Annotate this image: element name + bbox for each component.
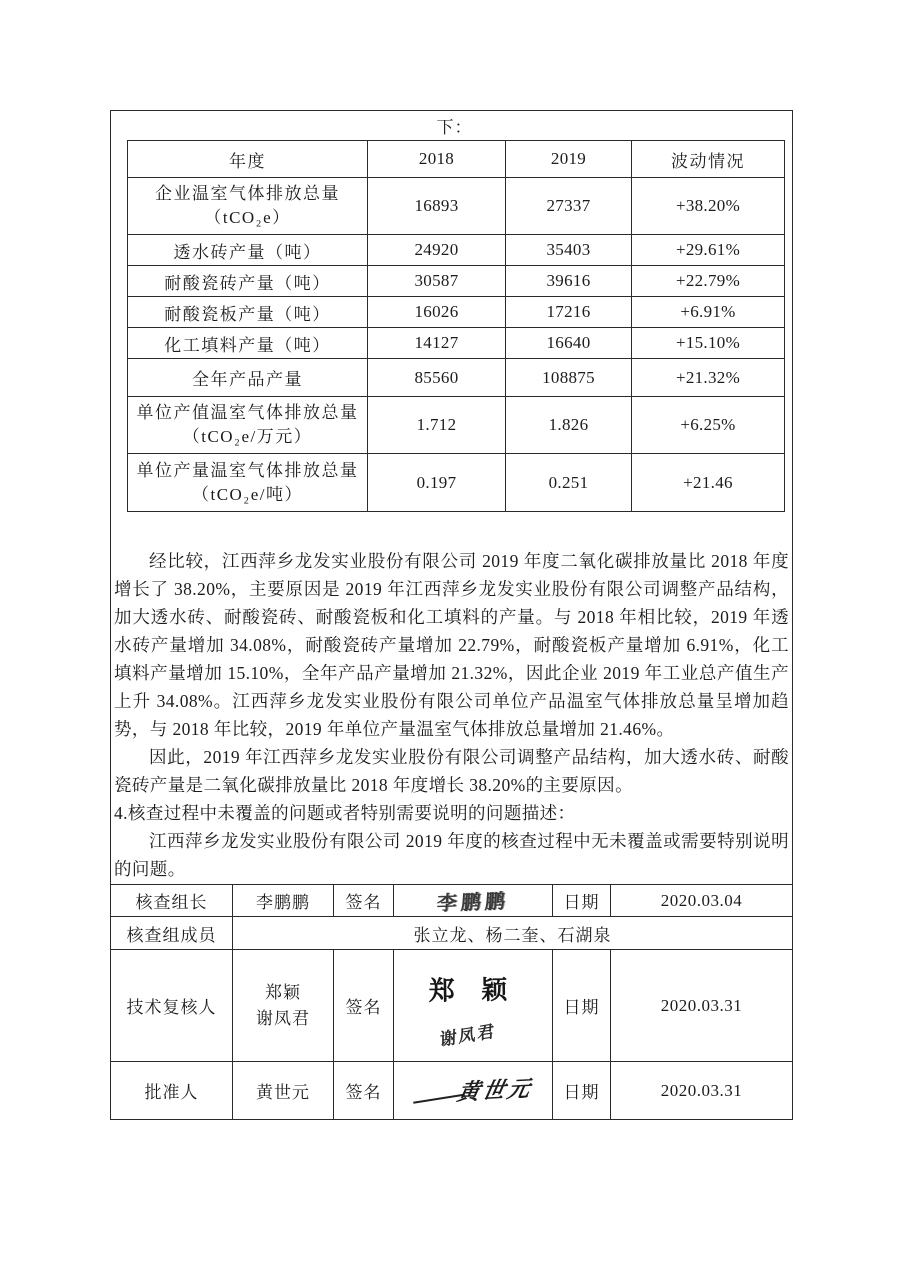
- table-row: [128, 235, 785, 266]
- header-2018: 2018: [368, 141, 506, 178]
- leader-signature-cell: [394, 885, 553, 917]
- row-label: 透水砖产量（吨）: [128, 235, 368, 266]
- table-row: [128, 297, 785, 328]
- value-2018: 30587: [368, 266, 506, 297]
- header-year: 年度: [128, 141, 368, 178]
- reviewer-names: 郑颖 谢凤君: [233, 950, 334, 1062]
- signoff-row-members: [111, 917, 793, 950]
- row-label: 全年产品产量: [128, 359, 368, 397]
- row-label: 耐酸瓷板产量（吨）: [128, 297, 368, 328]
- value-2019: 108875: [506, 359, 632, 397]
- value-2018: 16026: [368, 297, 506, 328]
- reviewer-sign-label: 签名: [334, 950, 394, 1062]
- table-header-row: [128, 141, 785, 178]
- value-2019: 17216: [506, 297, 632, 328]
- value-2019: 39616: [506, 266, 632, 297]
- leader-role-label: 核查组长: [111, 885, 233, 917]
- leader-name: 李鹏鹏: [233, 885, 334, 917]
- value-2018: 1.712: [368, 397, 506, 454]
- reviewer-signature-1: 郑 颖: [428, 974, 518, 1006]
- leader-date-label: 日期: [553, 885, 611, 917]
- table-row: [128, 454, 785, 512]
- table-row: [128, 266, 785, 297]
- approver-date: 2020.03.31: [611, 1062, 793, 1120]
- section4-paragraph: 江西萍乡龙发实业股份有限公司 2019 年度的核查过程中无未覆盖或需要特别说明的问题。: [114, 831, 790, 879]
- analysis-content-cell: [111, 111, 793, 885]
- value-change: +15.10%: [632, 328, 785, 359]
- value-change: +29.61%: [632, 235, 785, 266]
- reviewer-date: 2020.03.31: [611, 950, 793, 1062]
- approver-sign-label: 签名: [334, 1062, 394, 1120]
- members-names: 张立龙、杨二奎、石湖泉: [233, 917, 793, 950]
- reviewer-signature-2: 谢凤君: [439, 1020, 497, 1050]
- value-change: +22.79%: [632, 266, 785, 297]
- row-label: 单位产量温室气体排放总量 （tCO₂e/吨）: [128, 454, 368, 512]
- table-row: [128, 328, 785, 359]
- analysis-text: [114, 547, 789, 883]
- leader-sign-label: 签名: [334, 885, 394, 917]
- value-2018: 85560: [368, 359, 506, 397]
- value-2018: 16893: [368, 178, 506, 235]
- members-role-label: 核查组成员: [111, 917, 233, 950]
- value-2018: 0.197: [368, 454, 506, 512]
- emission-comparison-table: [127, 140, 785, 512]
- table-row: [128, 359, 785, 397]
- header-2019: 2019: [506, 141, 632, 178]
- table-row: [128, 397, 785, 454]
- value-2018: 14127: [368, 328, 506, 359]
- value-2018: 24920: [368, 235, 506, 266]
- value-2019: 0.251: [506, 454, 632, 512]
- row-label: 单位产值温室气体排放总量 （tCO₂e/万元）: [128, 397, 368, 454]
- report-page: [110, 110, 792, 1120]
- reviewer-date-label: 日期: [553, 950, 611, 1062]
- value-2019: 1.826: [506, 397, 632, 454]
- signoff-row-approver: [111, 1062, 793, 1120]
- value-change: +38.20%: [632, 178, 785, 235]
- reviewer-role-label: 技术复核人: [111, 950, 233, 1062]
- approver-signature: 黄世元: [412, 1072, 534, 1109]
- section4-heading: 4.核查过程中未覆盖的问题或者特别需要说明的问题描述：: [114, 803, 576, 823]
- row-label: 耐酸瓷砖产量（吨）: [128, 266, 368, 297]
- approver-date-label: 日期: [553, 1062, 611, 1120]
- header-change: 波动情况: [632, 141, 785, 178]
- approver-role-label: 批准人: [111, 1062, 233, 1120]
- value-2019: 16640: [506, 328, 632, 359]
- signoff-row-leader: [111, 885, 793, 917]
- leader-date: 2020.03.04: [611, 885, 793, 917]
- signoff-row-reviewer: [111, 950, 793, 1062]
- approver-name: 黄世元: [233, 1062, 334, 1120]
- value-2019: 35403: [506, 235, 632, 266]
- value-2019: 27337: [506, 178, 632, 235]
- approver-signature-cell: [394, 1062, 553, 1120]
- row-label: 化工填料产量（吨）: [128, 328, 368, 359]
- conclusion-paragraph: 因此，2019 年江西萍乡龙发实业股份有限公司调整产品结构，加大透水砖、耐酸瓷砖产量是二氧化碳排放量比 2018 年度增长 38.20%的主要原因。: [114, 747, 790, 795]
- reviewer-signature-cell: [394, 950, 553, 1062]
- value-change: +6.25%: [632, 397, 785, 454]
- table-row: [128, 178, 785, 235]
- row-label: 企业温室气体排放总量 （tCO₂e）: [128, 178, 368, 235]
- verification-form-table: [110, 110, 793, 1120]
- value-change: +6.91%: [632, 297, 785, 328]
- lead-label: 下：: [436, 118, 473, 137]
- value-change: +21.46: [632, 454, 785, 512]
- comparison-paragraph: 经比较，江西萍乡龙发实业股份有限公司 2019 年度二氧化碳排放量比 2018 年度增长了 38.20%，主要原因是 2019 年江西萍乡龙发实业股份有限公司调整产品结构，加大透水砖、耐酸瓷砖、耐酸瓷板和化工填料的产量。与 2018 年相比较，2019 年透水砖产量增加 34.08%，耐酸瓷砖产量增加 22.79%，耐酸瓷板产量增加 6.91%，化工填料产量增加 15.10%，全年产品产量增加 21.32%，因此企业 2019 年工业总产值生产上升 34.08%。江西萍乡龙发实业股份有限公司单位产品温室气体排放总量呈增加趋势，与 2018 年比较，2019 年单位产量温室气体排放总量增加 21.46%。: [114, 551, 790, 739]
- value-change: +21.32%: [632, 359, 785, 397]
- leader-signature: 李鹏鹏: [436, 890, 510, 916]
